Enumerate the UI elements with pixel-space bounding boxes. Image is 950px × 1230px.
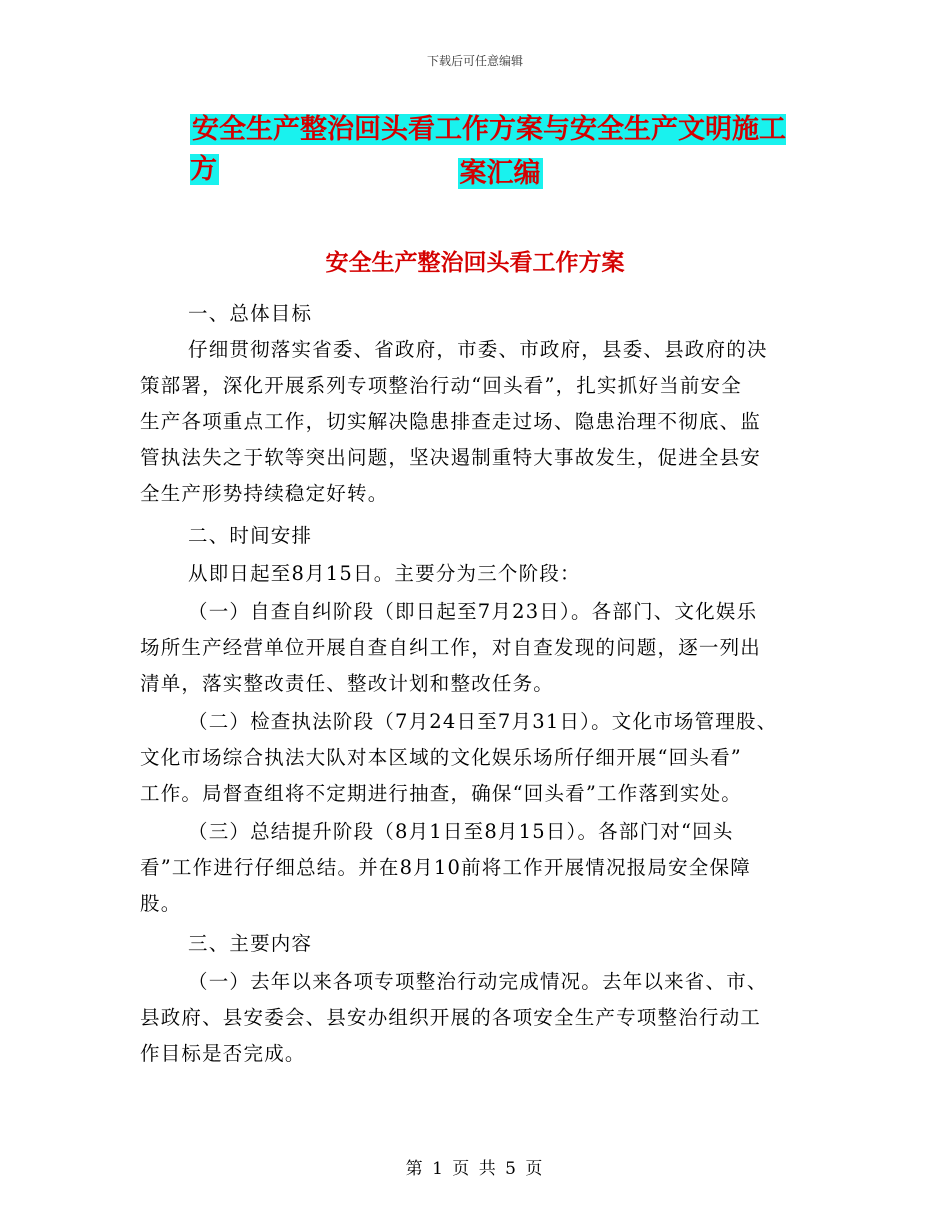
heading-overall-goal: 一、总体目标 xyxy=(188,302,313,325)
paragraph-line: 清单，落实整改责任、整改计划和整改任务。 xyxy=(140,672,555,695)
paragraph-line: （一）去年以来各项专项整治行动完成情况。去年以来省、市、 xyxy=(188,970,768,993)
document-title-line-1: 安全生产整治回头看工作方案与安全生产文明施工方 xyxy=(190,114,786,185)
paragraph-line: 场所生产经营单位开展自查自纠工作，对自查发现的问题，逐一列出 xyxy=(140,636,762,659)
document-title-line-2: 案汇编 xyxy=(459,158,541,189)
paragraph-line: 生产各项重点工作，切实解决隐患排查走过场、隐患治理不彻底、监 xyxy=(140,410,762,433)
page-number-footer: 第 1 页 共 5 页 xyxy=(405,1159,545,1179)
heading-main-content: 三、主要内容 xyxy=(188,932,313,955)
paragraph-line: （一）自查自纠阶段（即日起至7月23日）。各部门、文化娱乐 xyxy=(188,600,758,623)
paragraph-line: 全生产形势持续稳定好转。 xyxy=(140,482,389,505)
paragraph-line: 策部署，深化开展系列专项整治行动“回头看”，扎实抓好当前安全 xyxy=(140,374,742,397)
paragraph-line: 文化市场综合执法大队对本区域的文化娱乐场所仔细开展“回头看” xyxy=(140,746,742,769)
section-title: 安全生产整治回头看工作方案 xyxy=(325,250,625,276)
heading-schedule: 二、时间安排 xyxy=(188,524,313,547)
paragraph-line: 从即日起至8月15日。主要分为三个阶段： xyxy=(188,562,581,585)
header-note: 下载后可任意编辑 xyxy=(426,54,523,68)
paragraph-line: 作目标是否完成。 xyxy=(140,1042,306,1065)
paragraph-line: （三）总结提升阶段（8月1日至8月15日）。各部门对“回头 xyxy=(188,820,734,843)
paragraph-line: 县政府、县安委会、县安办组织开展的各项安全生产专项整治行动工 xyxy=(140,1006,762,1029)
paragraph-line: 看”工作进行仔细总结。并在8月10前将工作开展情况报局安全保障 xyxy=(140,856,751,879)
paragraph-line: 管执法失之于软等突出问题，坚决遏制重特大事故发生，促进全县安 xyxy=(140,446,762,469)
paragraph-line: 股。 xyxy=(140,892,182,915)
paragraph-line: 工作。局督查组将不定期进行抽查，确保“回头看”工作落到实处。 xyxy=(140,782,742,805)
paragraph-line: 仔细贯彻落实省委、省政府，市委、市政府，县委、县政府的决 xyxy=(188,338,768,361)
paragraph-line: （二）检查执法阶段（7月24日至7月31日）。文化市场管理股、 xyxy=(188,710,778,733)
